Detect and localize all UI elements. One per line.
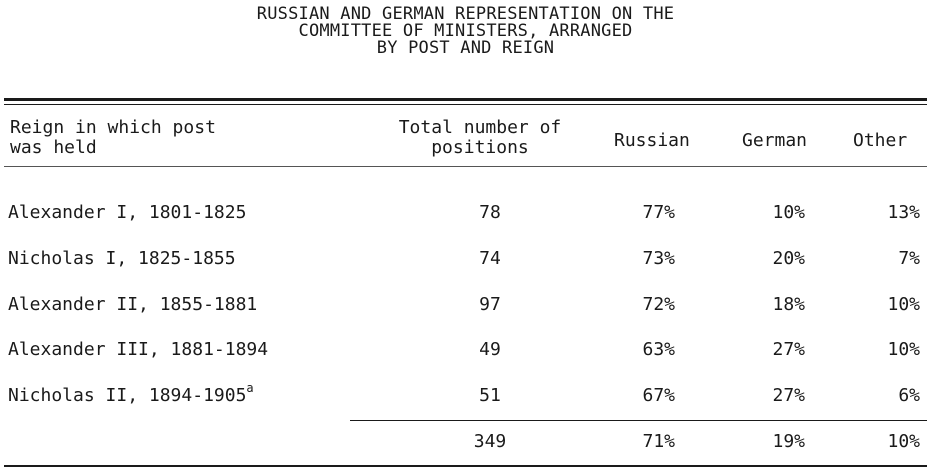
row-german: 27%: [772, 339, 805, 360]
row-russian: 73%: [642, 248, 675, 269]
totals-german: 19%: [772, 431, 805, 452]
row-reign: Alexander III, 1881-1894: [8, 339, 269, 360]
row-russian: 67%: [642, 385, 675, 406]
row-total: 51: [479, 385, 501, 406]
header-total-line-1: Total number of: [398, 117, 562, 138]
header-russian: Russian: [614, 130, 690, 151]
row-other: 7%: [898, 248, 920, 269]
row-total: 78: [479, 202, 501, 223]
totals-other: 10%: [887, 431, 920, 452]
totals-total: 349: [473, 431, 507, 452]
header-total-line-2: positions: [431, 137, 529, 158]
table-title: [0, 6, 931, 57]
row-reign: Nicholas I, 1825-1855: [8, 248, 236, 269]
header-reign-line-1: Reign in which post: [10, 117, 216, 138]
row-reign: Alexander II, 1855-1881: [8, 294, 258, 315]
row-other: 10%: [887, 294, 920, 315]
row-german: 10%: [772, 202, 805, 223]
row-german: 20%: [772, 248, 805, 269]
row-total: 49: [479, 339, 501, 360]
row-russian: 72%: [642, 294, 675, 315]
row-other: 13%: [887, 202, 920, 223]
header-rule: [4, 166, 927, 167]
row-total: 97: [479, 294, 501, 315]
top-double-rule-thick: [4, 98, 927, 101]
header-reign-line-2: was held: [10, 137, 97, 158]
row-russian: 63%: [642, 339, 675, 360]
title-line-1: RUSSIAN AND GERMAN REPRESENTATION ON THE: [256, 4, 675, 24]
row-reign-wrapper: [8, 381, 254, 406]
row-german: 18%: [772, 294, 805, 315]
row-reign: Nicholas II, 1894-1905: [8, 385, 247, 406]
totals-rule: [350, 420, 927, 421]
bottom-rule: [4, 465, 927, 467]
row-russian: 77%: [642, 202, 675, 223]
row-total: 74: [479, 248, 501, 269]
header-other: Other: [853, 130, 908, 151]
row-reign: Alexander I, 1801-1825: [8, 202, 247, 223]
row-other: 10%: [887, 339, 920, 360]
totals-russian: 71%: [642, 431, 675, 452]
row-other: 6%: [898, 385, 920, 406]
top-double-rule-thin: [4, 104, 927, 105]
footnote-marker: a: [246, 381, 254, 395]
title-line-3: BY POST AND REIGN: [376, 38, 555, 58]
row-german: 27%: [772, 385, 805, 406]
title-line-2: COMMITTEE OF MINISTERS, ARRANGED: [298, 21, 633, 41]
header-german: German: [742, 130, 808, 151]
